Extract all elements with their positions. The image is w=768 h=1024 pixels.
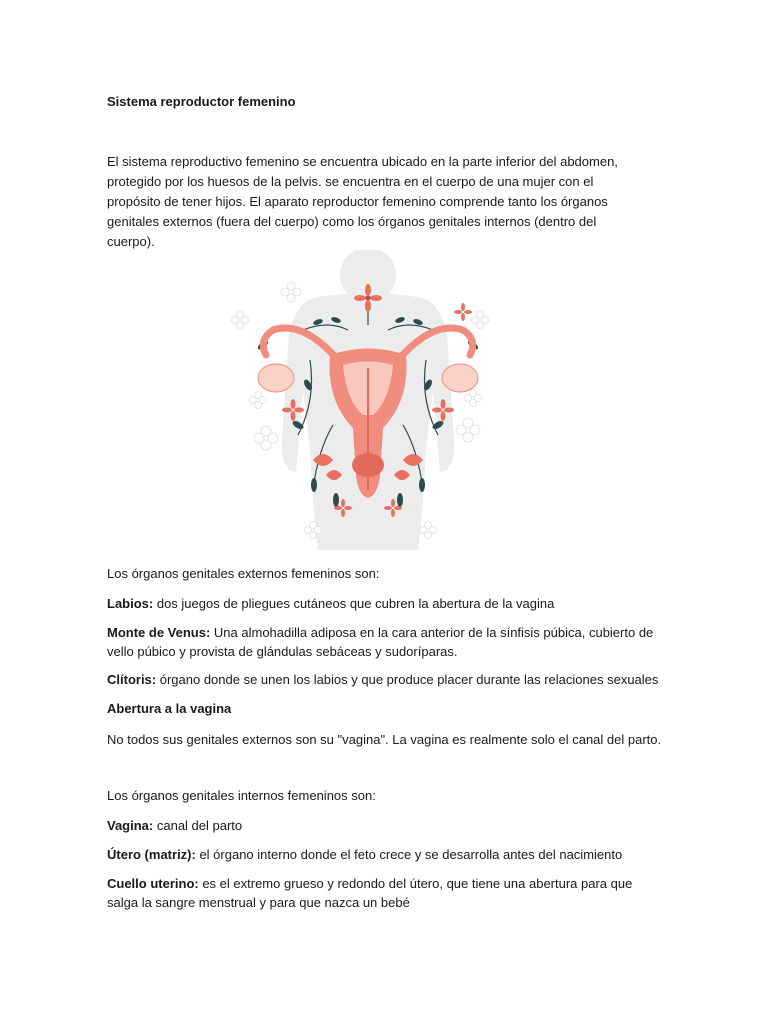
- entry-term: Clítoris:: [107, 672, 157, 687]
- entry-term: Vagina:: [107, 818, 154, 833]
- list-item: [107, 594, 667, 613]
- list-item: [107, 699, 667, 718]
- list-item: [107, 670, 667, 689]
- list-item: [107, 623, 667, 661]
- entry-text: dos juegos de pliegues cutáneos que cubren la abertura de la vagina: [153, 596, 555, 611]
- internal-organs-heading: Los órganos genitales internos femeninos son:: [107, 788, 376, 803]
- entry-term: Labios:: [107, 596, 154, 611]
- entry-text: canal del parto: [153, 818, 243, 833]
- intro-paragraph: El sistema reproductivo femenino se encuentra ubicado en la parte inferior del abdomen, protegido por los huesos de la pelvis. se encuentra en el cuerpo de una mujer con el propósito de tener hijos. El aparato reproductor femenino comprende tanto los órganos genitales externos (fuera del cuerpo) como los órganos genitales internos (dentro del cuerpo).: [107, 154, 618, 249]
- external-organs-heading: Los órganos genitales externos femeninos son:: [107, 566, 380, 581]
- entry-text: Una almohadilla adiposa en la cara anterior de la sínfisis púbica, cubierto de vello púbico y provista de glándulas sebáceas y sudoríparas.: [107, 625, 654, 659]
- document-title: Sistema reproductor femenino: [107, 94, 296, 109]
- external-note: No todos sus genitales externos son su "vagina". La vagina es realmente solo el canal del parto.: [107, 732, 662, 747]
- entry-text: órgano donde se unen los labios y que produce placer durante las relaciones sexuales: [156, 672, 659, 687]
- list-item: [107, 874, 667, 912]
- entry-text: el órgano interno donde el feto crece y se desarrolla antes del nacimiento: [195, 847, 623, 862]
- entry-text: es el extremo grueso y redondo del útero, que tiene una abertura para que salga la sangre menstrual y para que nazca un bebé: [107, 876, 633, 910]
- entry-term: Cuello uterino:: [107, 876, 199, 891]
- entry-term: Abertura a la vagina: [107, 701, 232, 716]
- reproductive-system-illustration: [218, 250, 518, 550]
- entry-term: Útero (matriz):: [107, 847, 196, 862]
- entry-term: Monte de Venus:: [107, 625, 211, 640]
- list-item: [107, 816, 667, 835]
- list-item: [107, 845, 667, 864]
